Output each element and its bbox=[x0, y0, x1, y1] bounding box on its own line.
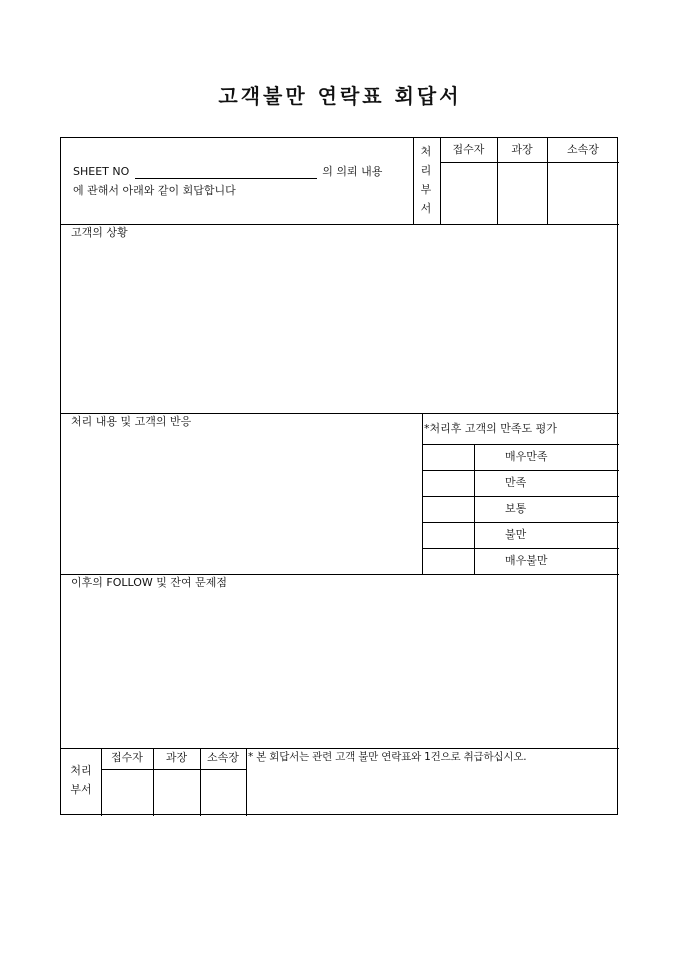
sheet-no-label: SHEET NO bbox=[73, 165, 130, 178]
satisfaction-option-very-satisfied: 매우만족 bbox=[505, 450, 548, 463]
processing-label: 처리 내용 및 고객의 반응 bbox=[71, 415, 192, 428]
dept-vertical-label: 처 리 부 서 bbox=[420, 145, 432, 215]
follow-up-label: 이후의 FOLLOW 및 잔여 문제점 bbox=[71, 576, 228, 589]
header-sign-director[interactable] bbox=[548, 163, 619, 224]
header-col-receiver: 접수자 bbox=[452, 143, 485, 156]
footer-dept-label-1: 처리 bbox=[70, 764, 92, 777]
sheet-no-row bbox=[73, 165, 382, 179]
footer-col-manager: 과장 bbox=[165, 751, 188, 764]
follow-up-field[interactable] bbox=[61, 592, 619, 747]
reply-form bbox=[60, 137, 618, 815]
satisfaction-option-dissatisfied: 불만 bbox=[505, 528, 527, 541]
satisfaction-title: *처리후 고객의 만족도 평가 bbox=[424, 422, 557, 435]
header-sign-manager[interactable] bbox=[498, 163, 547, 224]
satisfaction-option-satisfied: 만족 bbox=[505, 476, 527, 489]
document-title: 고객불만 연락표 회답서 bbox=[218, 84, 462, 108]
satisfaction-option-very-dissatisfied: 매우불만 bbox=[505, 554, 548, 567]
satisfaction-option-neutral: 보통 bbox=[505, 502, 527, 515]
footer-note: * 본 회답서는 관련 고객 불만 연락표와 1건으로 취급하십시오. bbox=[248, 751, 527, 763]
satisfaction-check-very-satisfied[interactable] bbox=[423, 445, 474, 470]
footer-sign-receiver[interactable] bbox=[102, 770, 153, 816]
request-text-1: 의 의뢰 내용 bbox=[322, 165, 383, 178]
footer-sign-director[interactable] bbox=[201, 770, 246, 816]
processing-field[interactable] bbox=[61, 431, 422, 573]
header-col-director: 소속장 bbox=[567, 143, 599, 156]
header-sign-receiver[interactable] bbox=[441, 163, 497, 224]
sheet-no-field[interactable] bbox=[135, 167, 317, 179]
satisfaction-check-satisfied[interactable] bbox=[423, 471, 474, 496]
footer-sign-manager[interactable] bbox=[154, 770, 200, 816]
customer-situation-field[interactable] bbox=[61, 242, 619, 412]
footer-col-director: 소속장 bbox=[207, 751, 239, 764]
footer-col-receiver: 접수자 bbox=[111, 751, 143, 764]
satisfaction-check-very-dissatisfied[interactable] bbox=[423, 549, 474, 574]
satisfaction-check-neutral[interactable] bbox=[423, 497, 474, 522]
satisfaction-check-dissatisfied[interactable] bbox=[423, 523, 474, 548]
request-text-2: 에 관해서 아래와 같이 회답합니다 bbox=[73, 184, 236, 197]
customer-situation-label: 고객의 상황 bbox=[71, 226, 128, 239]
footer-dept-label-2: 부서 bbox=[70, 783, 92, 796]
header-col-manager: 과장 bbox=[511, 143, 533, 156]
